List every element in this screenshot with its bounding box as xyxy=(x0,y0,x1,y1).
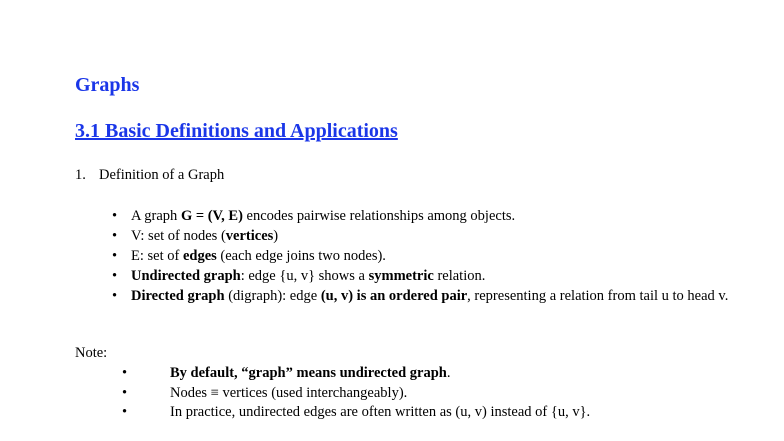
list-item: • E: set of edges (each edge joins two nodes). xyxy=(112,248,386,264)
note-item: • By default, “graph” means undirected graph. xyxy=(122,364,722,384)
item-label: Definition of a Graph xyxy=(99,167,225,183)
page-title: Graphs xyxy=(75,74,140,96)
note-item: • Nodes ≡ vertices (used interchangeably). xyxy=(122,384,722,404)
note-item: • In practice, undirected edges are often written as (u, v) instead of {u, v}. xyxy=(122,403,722,423)
note-label: Note: xyxy=(75,345,108,361)
item-number: 1. xyxy=(75,167,86,183)
bullet-icon: • xyxy=(122,365,128,381)
list-item: • Directed graph (digraph): edge (u, v) is an ordered pair, representing a relation from tail u to head v. xyxy=(112,288,729,304)
section-heading: 3.1 Basic Definitions and Applications xyxy=(75,120,398,142)
bullet-icon: • xyxy=(112,268,118,284)
bullet-icon: • xyxy=(122,384,128,401)
bullet-icon: • xyxy=(112,228,118,244)
bullet-icon: • xyxy=(112,208,118,224)
list-item: • A graph G = (V, E) encodes pairwise relationships among objects. xyxy=(112,208,516,224)
list-item: • Undirected graph: edge {u, v} shows a symmetric relation. xyxy=(112,268,486,284)
definition-list xyxy=(112,206,732,306)
bullet-icon: • xyxy=(122,404,128,420)
numbered-item xyxy=(75,167,224,184)
bullet-icon: • xyxy=(112,248,118,264)
note-list xyxy=(122,364,722,423)
list-item: • V: set of nodes (vertices) xyxy=(112,228,279,244)
bullet-icon: • xyxy=(112,288,118,304)
